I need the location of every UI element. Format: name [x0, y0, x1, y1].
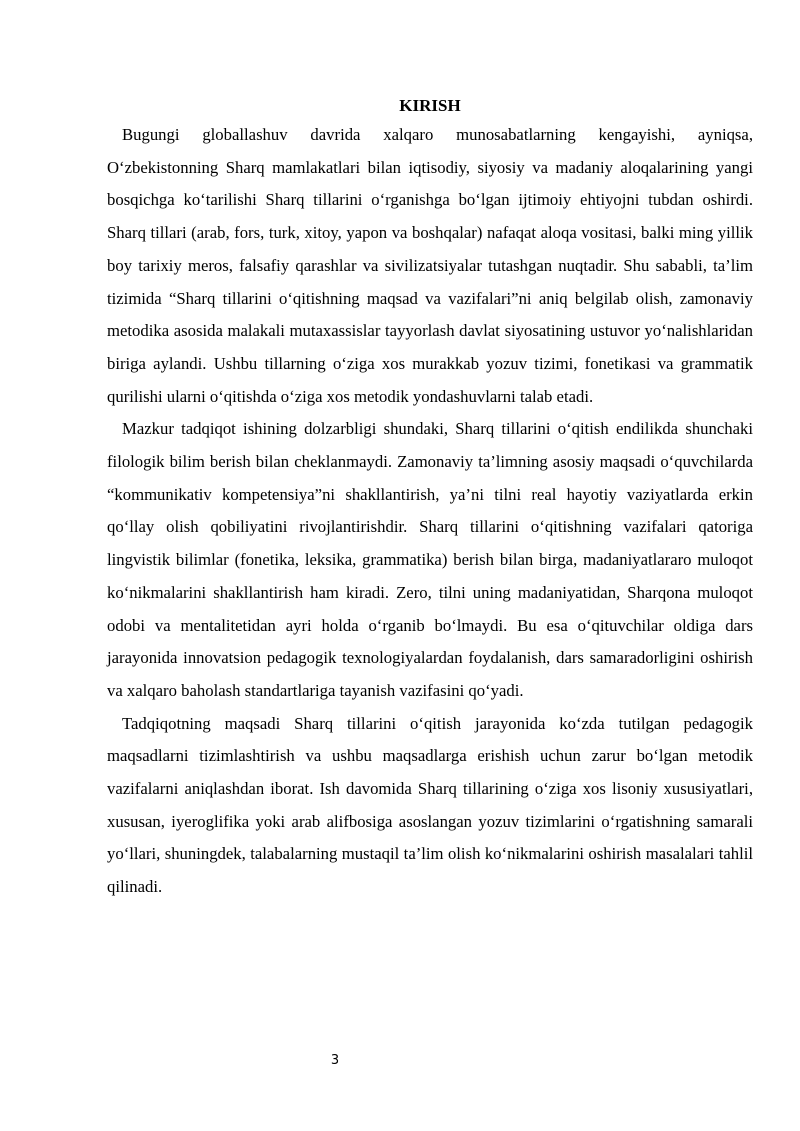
document-body — [107, 93, 753, 904]
paragraph-2: Mazkur tadqiqot ishining dolzarbligi shundaki, Sharq tillarini o‘qitish endilikda shunchaki filologik bilim berish bilan cheklanmaydi. Zamonaviy ta’limning asosiy maqsadi o‘quvchilarda “kommunikativ kompetensiya”ni shakllantirish, ya’ni tilni real hayotiy vaziyatlarda erkin qo‘llay olish qobiliyatini rivojlantirishdir. Sharq tillarini o‘qitishning vazifalari qatoriga lingvistik bilimlar (fonetika, leksika, grammatika) berish bilan birga, madaniyatlararo muloqot ko‘nikmalarini shakllantirish ham kiradi. Zero, tilni uning madaniyatidan, Sharqona muloqot odobi va mentalitetidan ayri holda o‘rganib bo‘lmaydi. Bu esa o‘qituvchilar oldiga dars jarayonida innovatsion pedagogik texnologiyalardan foydalanish, dars samaradorligini oshirish va xalqaro baholash standartlariga tayanish vazifasini qo‘yadi. — [107, 419, 753, 700]
paragraph-1: Bugungi globallashuv davrida xalqaro munosabatlarning kengayishi, ayniqsa, O‘zbekistonning Sharq mamlakatlari bilan iqtisodiy, siyosiy va madaniy aloqalarining yangi bosqichga ko‘tarilishi Sharq tillarini o‘rganishga bo‘lgan ijtimoiy ehtiyojni tubdan oshirdi. Sharq tillari (arab, fors, turk, xitoy, yapon va boshqalar) nafaqat aloqa vositasi, balki ming yillik boy tarixiy meros, falsafiy qarashlar va sivilizatsiyalar tutashgan nuqtadir. Shu sababli, ta’lim tizimida “Sharq tillarini o‘qitishning maqsad va vazifalari”ni aniq belgilab olish, zamonaviy metodika asosida malakali mutaxassislar tayyorlash davlat siyosatining ustuvor yo‘nalishlaridan biriga aylandi. Ushbu tillarning o‘ziga xos murakkab yozuv tizimi, fonetikasi va grammatik qurilishi ularni o‘qitishda o‘ziga xos metodik yondashuvlarni talab etadi. — [107, 125, 753, 406]
section-heading: KIRISH — [399, 96, 461, 115]
paragraph-3: Tadqiqotning maqsadi Sharq tillarini o‘qitish jarayonida ko‘zda tutilgan pedagogik maqsadlarni tizimlashtirish va ushbu maqsadlarga erishish uchun zarur bo‘lgan metodik vazifalarni aniqlashdan iborat. Ish davomida Sharq tillarining o‘ziga xos lisoniy xususiyatlari, xususan, iyeroglifika yoki arab alifbosiga asoslangan yozuv tizimlarini o‘rgatishning samarali yo‘llari, shuningdek, talabalarning mustaqil ta’lim olish ko‘nikmalarini oshirish masalalari tahlil qilinadi. — [107, 713, 753, 897]
page-number: 3 — [330, 1053, 340, 1068]
